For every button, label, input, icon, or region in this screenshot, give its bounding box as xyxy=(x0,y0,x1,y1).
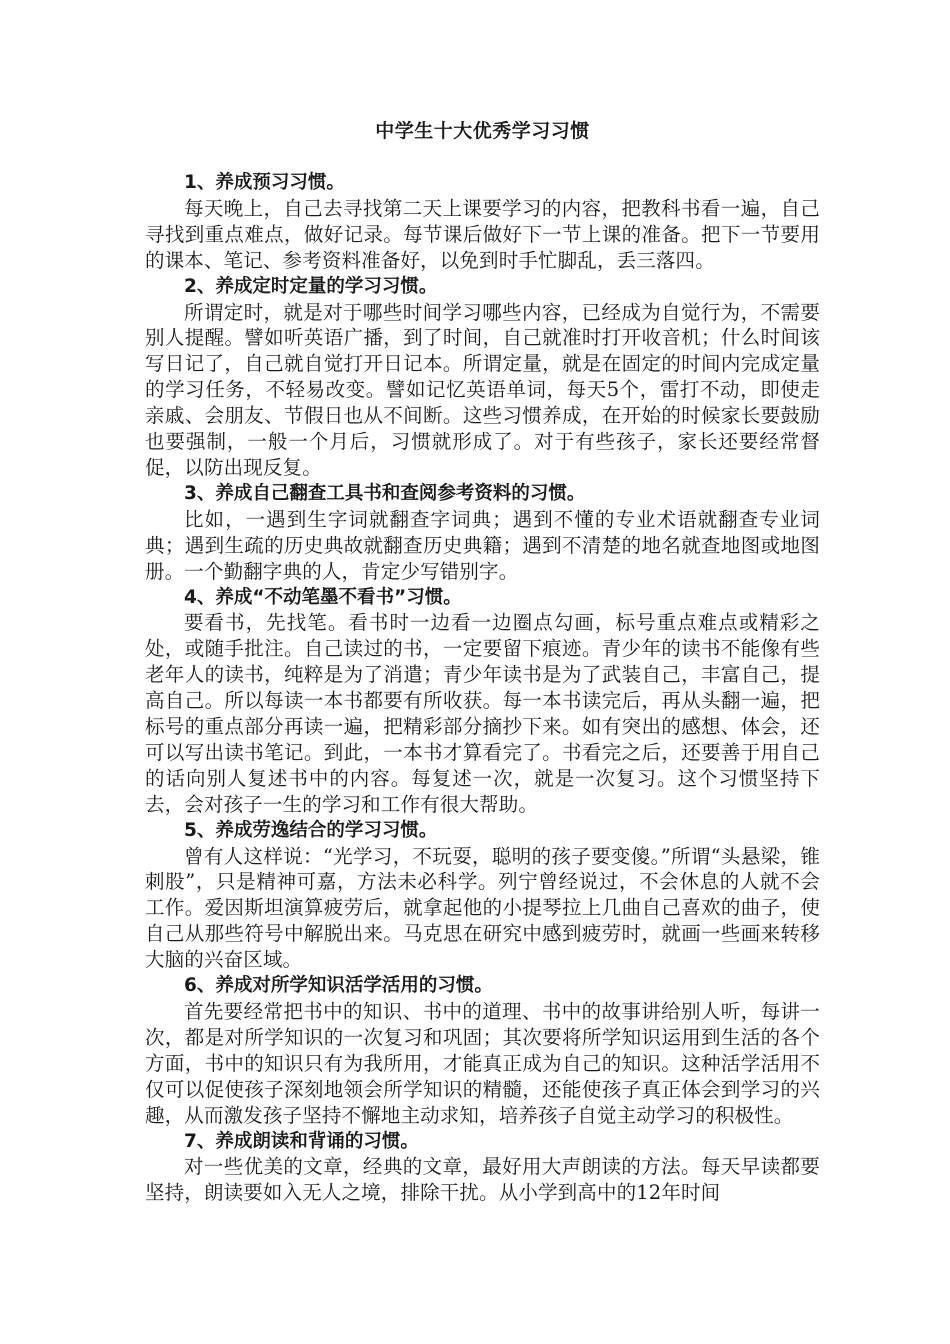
document-title: 中学生十大优秀学习习惯 xyxy=(375,120,590,142)
section-4 xyxy=(145,585,820,818)
section-body: 所谓定时，就是对于哪些时间学习哪些内容，已经成为自觉行为，不需要别人提醒。譬如听英语广播，到了时间，自己就准时打开收音机；什么时间该写日记了，自己就自觉打开日记本。所谓定量，就是在固定的时间内完成定量的学习任务，不轻易改变。譬如记忆英语单词，每天5个，雷打不动，即使走亲戚、会朋友、节假日也从不间断。这些习惯养成，在开始的时候家长要鼓励也要强制，一般一个月后，习惯就形成了。对于有些孩子，家长还要经常督促，以防出现反复。 xyxy=(145,300,820,479)
section-body: 每天晚上，自己去寻找第二天上课要学习的内容，把教科书看一遍，自己寻找到重点难点，做好记录。每节课后做好下一节上课的准备。把下一节要用的课本、笔记、参考资料准备好，以免到时手忙脚乱，丢三落四。 xyxy=(145,196,820,272)
section-body: 曾有人这样说：“光学习，不玩耍，聪明的孩子要变傻。”所谓“头悬梁，锥刺股”，只是精神可嘉，方法未必科学。列宁曾经说过，不会休息的人就不会工作。爱因斯坦演算疲劳后，就拿起他的小提琴拉上几曲自己喜欢的曲子，使自己从那些符号中解脱出来。马克思在研究中感到疲劳时，就画一些画来转移大脑的兴奋区域。 xyxy=(145,844,820,972)
section-heading: 3、养成自己翻查工具书和查阅参考资料的习惯。 xyxy=(184,482,586,504)
section-3 xyxy=(145,481,820,585)
section-body: 要看书，先找笔。看书时一边看一边圈点勾画，标号重点难点或精彩之处，或随手批注。自己读过的书，一定要留下痕迹。青少年的读书不能像有些老年人的读书，纯粹是为了消遣；青少年读书是为了武装自己，丰富自己，提高自己。所以每读一本书都要有所收获。每一本书读完后，再从头翻一遍，把标号的重点部分再读一遍，把精彩部分摘抄下来。如有突出的感想、体会，还可以写出读书笔记。到此，一本书才算看完了。书看完之后，还要善于用自己的话向别人复述书中的内容。每复述一次，就是一次复习。这个习惯坚持下去，会对孩子一生的学习和工作有很大帮助。 xyxy=(145,611,820,816)
section-heading: 4、养成“不动笔墨不看书”习惯。 xyxy=(184,586,462,608)
section-heading: 7、养成朗读和背诵的习惯。 xyxy=(184,1130,419,1152)
section-1 xyxy=(145,170,820,274)
section-body: 首先要经常把书中的知识、书中的道理、书中的故事讲给别人听，每讲一次，都是对所学知识的一次复习和巩固；其次要将所学知识运用到生活的各个方面，书中的知识只有为我所用，才能真正成为自己的知识。这种活学活用不仅可以促使孩子深刻地领会所学知识的精髓，还能使孩子真正体会到学习的兴趣，从而激发孩子坚持不懈地主动求知，培养孩子自觉主动学习的积极性。 xyxy=(145,1000,820,1127)
section-heading: 5、养成劳逸结合的学习习惯。 xyxy=(184,819,438,841)
section-heading: 1、养成预习习惯。 xyxy=(184,172,345,193)
section-7 xyxy=(145,1129,820,1207)
section-5 xyxy=(145,818,820,973)
section-body: 比如，一遇到生字词就翻查字词典；遇到不懂的专业术语就翻查专业词典；遇到生疏的历史典故就翻查历史典籍；遇到不清楚的地名就查地图或地图册。一个勤翻字典的人，肯定少写错别字。 xyxy=(145,507,820,583)
section-body: 对一些优美的文章，经典的文章，最好用大声朗读的方法。每天早读都要坚持，朗读要如入无人之境，排除干扰。从小学到高中的12年时间 xyxy=(145,1155,820,1205)
document-page xyxy=(145,118,820,1206)
section-heading: 2、养成定时定量的学习习惯。 xyxy=(184,275,438,297)
section-6 xyxy=(145,973,820,1128)
section-2 xyxy=(145,274,820,481)
section-heading: 6、养成对所学知识活学活用的习惯。 xyxy=(184,975,493,997)
